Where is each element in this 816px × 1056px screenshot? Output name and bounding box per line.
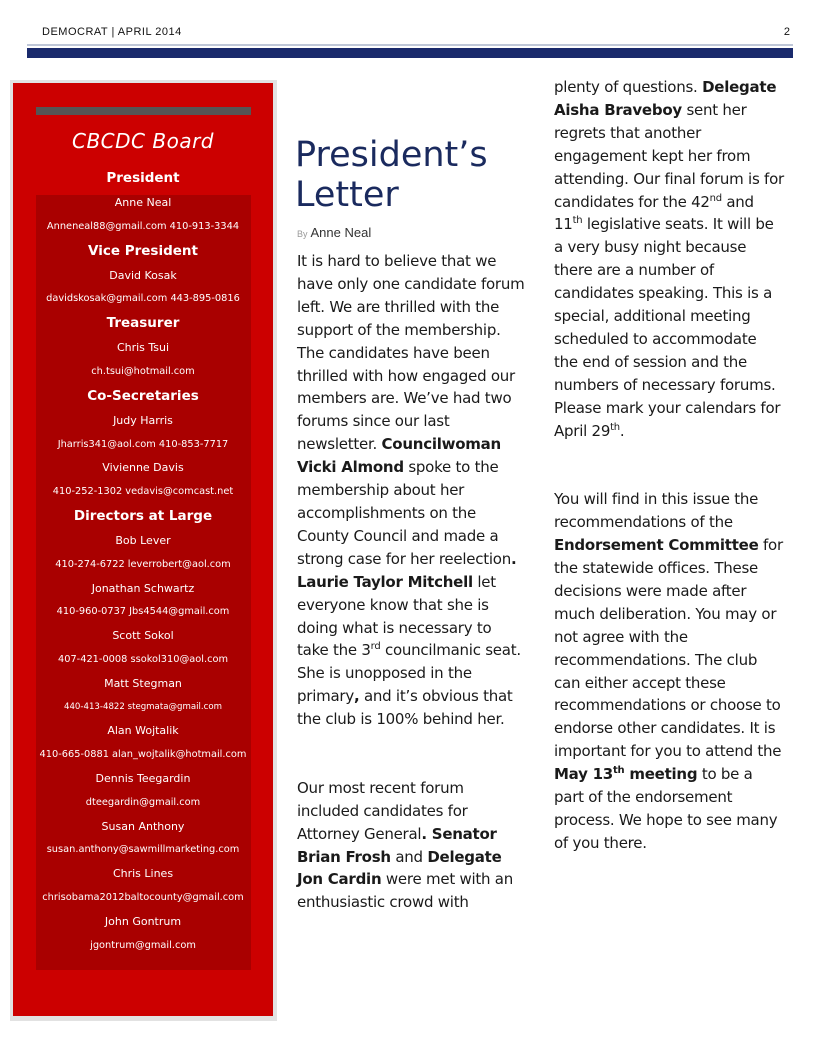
role-heading-president: President [106,170,180,186]
board-sidebar [13,83,273,1016]
member-name: Chris Tsui [116,341,170,355]
member-name: Judy Harris [113,413,173,427]
member-contact: susan.anthony@sawmillmarketing.com [46,844,240,856]
member-contact: Anneneal88@gmail.com 410-913-3344 [46,220,240,232]
member-name: Jonathan Schwartz [91,581,195,595]
member-contact: 410-960-0737 Jbs4544@gmail.com [56,606,230,618]
member-name: Anne Neal [114,196,172,209]
member-contact: davidskosak@gmail.com 443-895-0816 [46,293,240,305]
member-name: Bob Lever [115,533,171,547]
article-paragraph: Our most recent forum included candidates for Attorney General. Senator Brian Frosh and Delegate Jon Cardin were met with an enthusiastic crowd with [297,778,514,912]
member-name: John Gontrum [104,914,182,928]
page-number: 2 [783,26,790,38]
member-name: Matt Stegman [104,676,182,690]
member-contact: chrisobama2012baltocounty@gmail.com [42,891,244,903]
member-name: Alan Wojtalik [107,724,179,738]
title-line: President’s [295,135,488,175]
article-paragraph: plenty of questions. Delegate Aisha Braveboy sent her regrets that another engagement kept her from attending. Our final forum is for candidates for the 42nd and 11th legislative seats. It will be a very busy night because there are a number of candidates speaking. This is a special, additional meeting scheduled to accommodate the end of session and the numbers of necessary forums. Please mark your calendars for April 29th. [554,78,784,440]
member-contact: 440-413-4822 stegmata@gmail.com [63,701,223,712]
role-heading-vice-president: Vice President [88,242,198,259]
header-divider-thin [27,44,793,46]
member-contact: dteegardin@gmail.com [85,796,201,808]
member-contact: jgontrum@gmail.com [90,939,196,951]
member-contact: 407-421-0008 ssokol310@aol.com [57,653,228,665]
newsletter-header-title: DEMOCRAT | APRIL 2014 [42,26,182,38]
header-divider-thick [27,48,793,58]
article-paragraph: You will find in this issue the recommendations of the Endorsement Committee for the statewide offices. These decisions were made after much deliberation. You may or not agree with the recommendations. The club can either accept these recommendations or choose to endorse other candidates. It is important for you to attend the May 13th meeting to be a part of the endorsement process. We hope to see many of you there. [554,490,783,852]
member-name: Scott Sokol [112,629,174,643]
member-name: Susan Anthony [101,819,185,833]
sidebar-top-bar [36,107,251,115]
article-paragraph: It is hard to believe that we have only one candidate forum left. We are thrilled with the support of the membership. The candidates have been thrilled with how engaged our members are. We’ve had two forums since our last newsletter. Councilwoman Vicki Almond spoke to the membership about her accomplishments on the County Council and made a strong case for her reelection. Laurie Taylor Mitchell let everyone know that she is doing what is necessary to take the 3rd councilmanic seat. She is unopposed in the primary, and it’s obvious that the club is 100% behind her. [297,252,525,729]
member-name: Dennis Teegardin [95,771,191,785]
article-title [295,135,535,215]
title-line: Letter [295,175,399,215]
role-heading-directors-at-large: Directors at Large [73,507,213,524]
member-contact: ch.tsui@hotmail.com [91,365,195,377]
role-heading-treasurer: Treasurer [106,315,180,332]
article-byline [297,225,371,240]
article-column-1 [297,250,527,914]
member-contact: Jharris341@aol.com 410-853-7717 [57,438,229,450]
sidebar-title: CBCDC Board [71,129,214,153]
member-contact: 410-665-0881 alan_wojtalik@hotmail.com [39,749,247,761]
member-name: David Kosak [109,268,177,282]
byline-prefix: By [297,229,308,239]
byline-author: Anne Neal [310,225,372,240]
member-name: Vivienne Davis [102,461,184,475]
member-contact: 410-252-1302 vedavis@comcast.net [52,486,234,498]
role-heading-co-secretaries: Co-Secretaries [87,387,199,404]
board-member-list [13,166,273,957]
member-contact: 410-274-6722 leverrobert@aol.com [55,558,231,570]
member-name: Chris Lines [112,867,174,881]
article-column-2 [554,76,784,855]
